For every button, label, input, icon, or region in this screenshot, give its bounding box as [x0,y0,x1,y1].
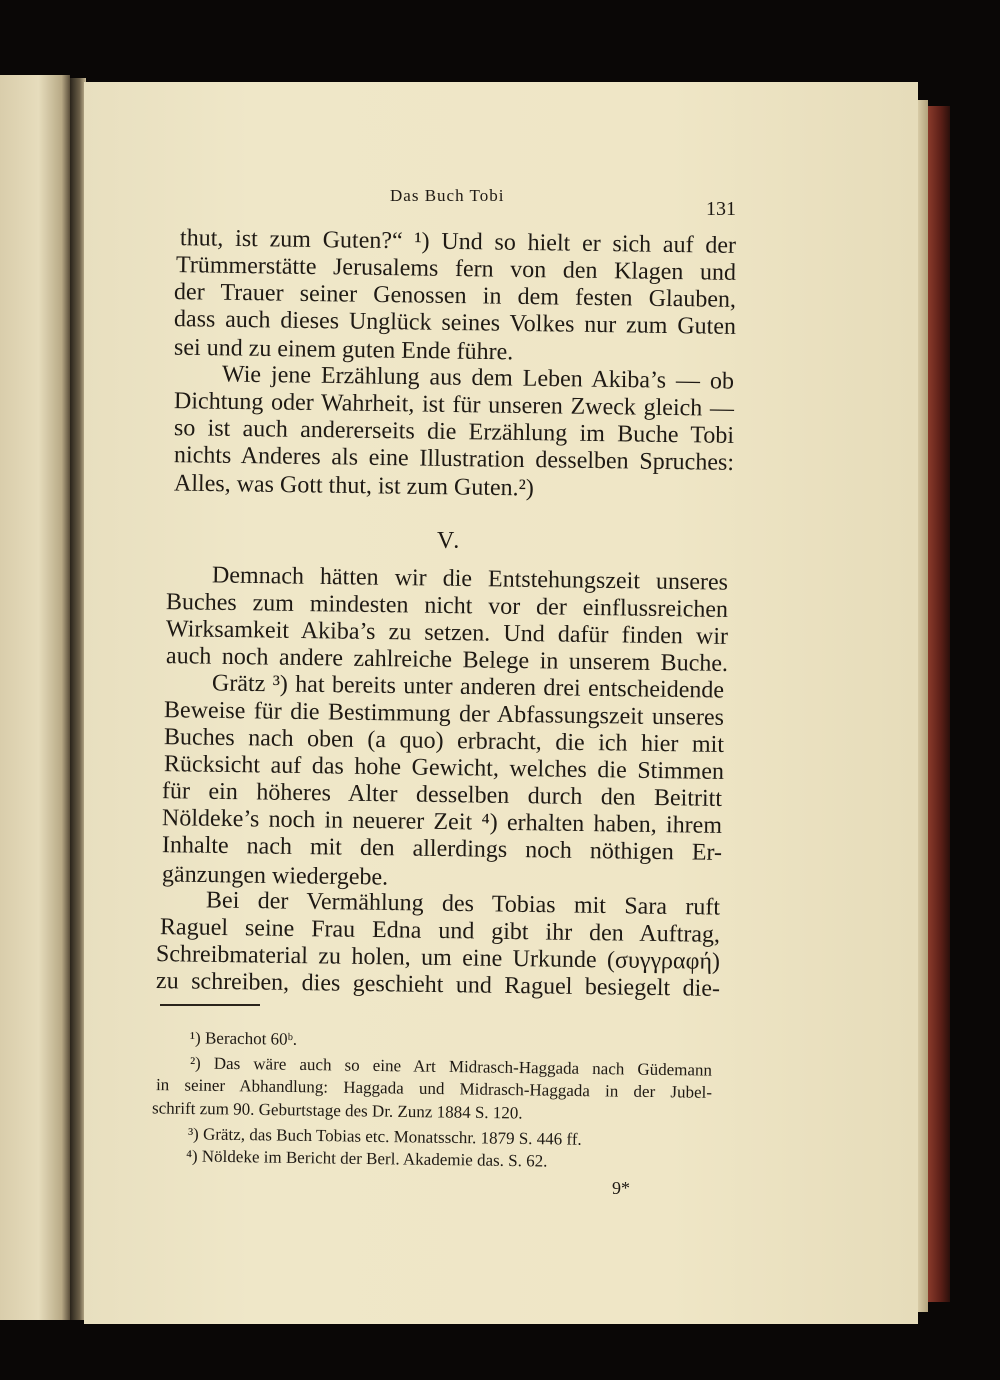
footnote-rule [160,1004,260,1006]
text-line: Bei der Vermählung des Tobias mit Sara ruft [205,887,721,921]
footnote: ⁴) Nöldeke im Bericht der Berl. Akademie das. S. 62. [185,1146,548,1171]
text-line: thut, ist zum Guten?“ ¹) Und so hielt er sich auf der [179,225,737,259]
text-line: Wie jene Erzählung aus dem Leben Akiba’s — ob [221,361,735,395]
text-line: Inhalte nach mit den allerdings noch nöthigen Er- [161,832,723,866]
footnote: ¹) Berachot 60ᵇ. [189,1028,298,1049]
signature-mark: 9* [612,1178,630,1198]
text-line: zu schreiben, dies geschieht und Raguel besiegelt die- [155,968,721,1002]
text-line: nichts Anderes als eine Illustration desselben Spruches: [173,442,735,476]
text-line: Rücksicht auf das hohe Gewicht, welches die Stimmen [163,751,725,785]
text-line: für ein höheres Alter desselben durch den Beitritt [161,778,723,812]
text-line: Raguel seine Frau Edna und gibt ihr den Auftrag, [159,914,721,948]
text-line: sei und zu einem guten Ende führe. [173,334,514,366]
footnote: schrift zum 90. Geburtstage des Dr. Zunz 1884 S. 120. [151,1098,523,1123]
text-line: auch noch andere zahlreiche Belege in unserem Buche. [165,643,729,677]
footnote: in seiner Abhandlung: Haggada und Midrasch-Haggada in der Jubel- [155,1075,713,1102]
text-line: Grätz ³) hat bereits unter anderen drei entscheidende [211,670,725,704]
text-line: Alles, was Gott thut, ist zum Guten.²) [173,470,534,502]
text-line: Dichtung oder Wahrheit, ist für unseren Zweck gleich — [173,388,735,422]
section-heading: V. [437,528,462,554]
text-line: gänzungen wiedergebe. [161,861,389,891]
running-head: Das Buch Tobi [390,186,505,205]
text-line: Nöldeke’s noch in neuerer Zeit ⁴) erhalten haben, ihrem [161,805,723,839]
text-line: Beweise für die Bestimmung der Abfassungszeit unseres [163,697,725,731]
text-line: so ist auch andererseits die Erzählung im Buche Tobi [173,415,735,449]
text-line: Trümmerstätte Jerusalems fern von den Klagen und [175,252,737,286]
text-line: Buches zum mindesten nicht vor der einflussreichen [165,589,729,623]
text-line: Demnach hätten wir die Entstehungszeit unseres [211,562,729,596]
footnote: ³) Grätz, das Buch Tobias etc. Monatsschr. 1879 S. 446 ff. [187,1124,582,1149]
text-line: der Trauer seiner Genossen in dem festen Glauben, [173,279,737,313]
text-line: Buches nach oben (a quo) erbracht, die ich hier mit [163,724,725,758]
text-line: dass auch dieses Unglück seines Volkes nur zum Guten [173,306,737,340]
footnote: ²) Das wäre auch so eine Art Midrasch-Haggada nach Güdemann [189,1053,713,1080]
text-line: Wirksamkeit Akiba’s zu setzen. Und dafür finden wir [165,616,729,650]
text-line: Schreibmaterial zu holen, um eine Urkunde (συγγραφή) [155,941,721,975]
page-number: 131 [706,198,736,220]
